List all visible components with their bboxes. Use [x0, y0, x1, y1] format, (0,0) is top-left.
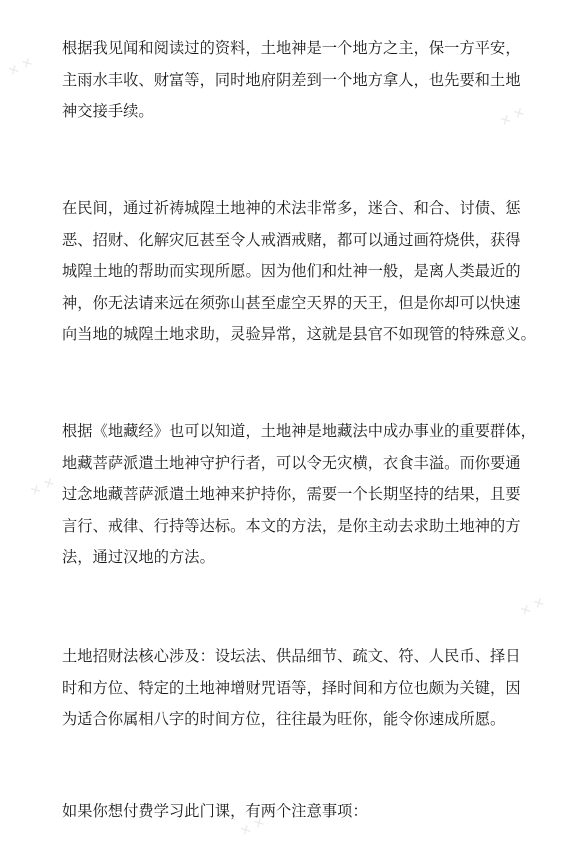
- watermark-mark: ✕ ✕: [237, 814, 268, 841]
- paragraph-course-notice: 如果你想付费学习此门课，有两个注意事项：: [62, 802, 368, 820]
- paragraph-ksitigarbha-sutra: 根据《地藏经》也可以知道，土地神是地藏法中成办事业的重要群体， 地藏菩萨派遣土地神守护行者，可以令无灾横，衣食丰溢。而你要通 过念地藏菩萨派遣土地神来护持你，需要一个长期坚持的结果，且要 言行、戒律、行持等达标。本文的方法，是你主动去求助土地神的方 法，通过汉地的方法。: [62, 422, 536, 566]
- paragraph-folk-practices: 在民间，通过祈祷城隍土地神的术法非常多，迷合、和合、讨债、惩 恶、招财、化解灾厄甚至令人戒酒戒赌，都可以通过画符烧供，获得 城隍土地的帮助而实现所愿。因为他们和灶神一般，是离人类最近的 神，你无法请来远在须弥山甚至虚空天界的天王，但是你却可以快速 向当地的城隍土地求助，灵验异常，这就是县官不如现管的特殊意义。: [62, 199, 536, 343]
- watermark-mark: ✕ ✕: [5, 54, 36, 81]
- paragraph-earth-god-role: 根据我见闻和阅读过的资料，土地神是一个地方之主，保一方平安， 主雨水丰收、财富等，同时地府阴差到一个地方拿人，也先要和土地 神交接手续。: [62, 39, 521, 120]
- watermark-mark: ✕ ✕: [27, 474, 58, 501]
- watermark-mark: ✕ ✕: [497, 104, 528, 131]
- watermark-mark: ✕ ✕: [517, 594, 548, 621]
- paragraph-wealth-method-core: 土地招财法核心涉及：设坛法、供品细节、疏文、符、人民币、择日 时和方位、特定的土地神增财咒语等，择时间和方位也颇为关键，因 为适合你属相八字的时间方位，往往最为旺你，能令你速成所愿。: [62, 647, 521, 728]
